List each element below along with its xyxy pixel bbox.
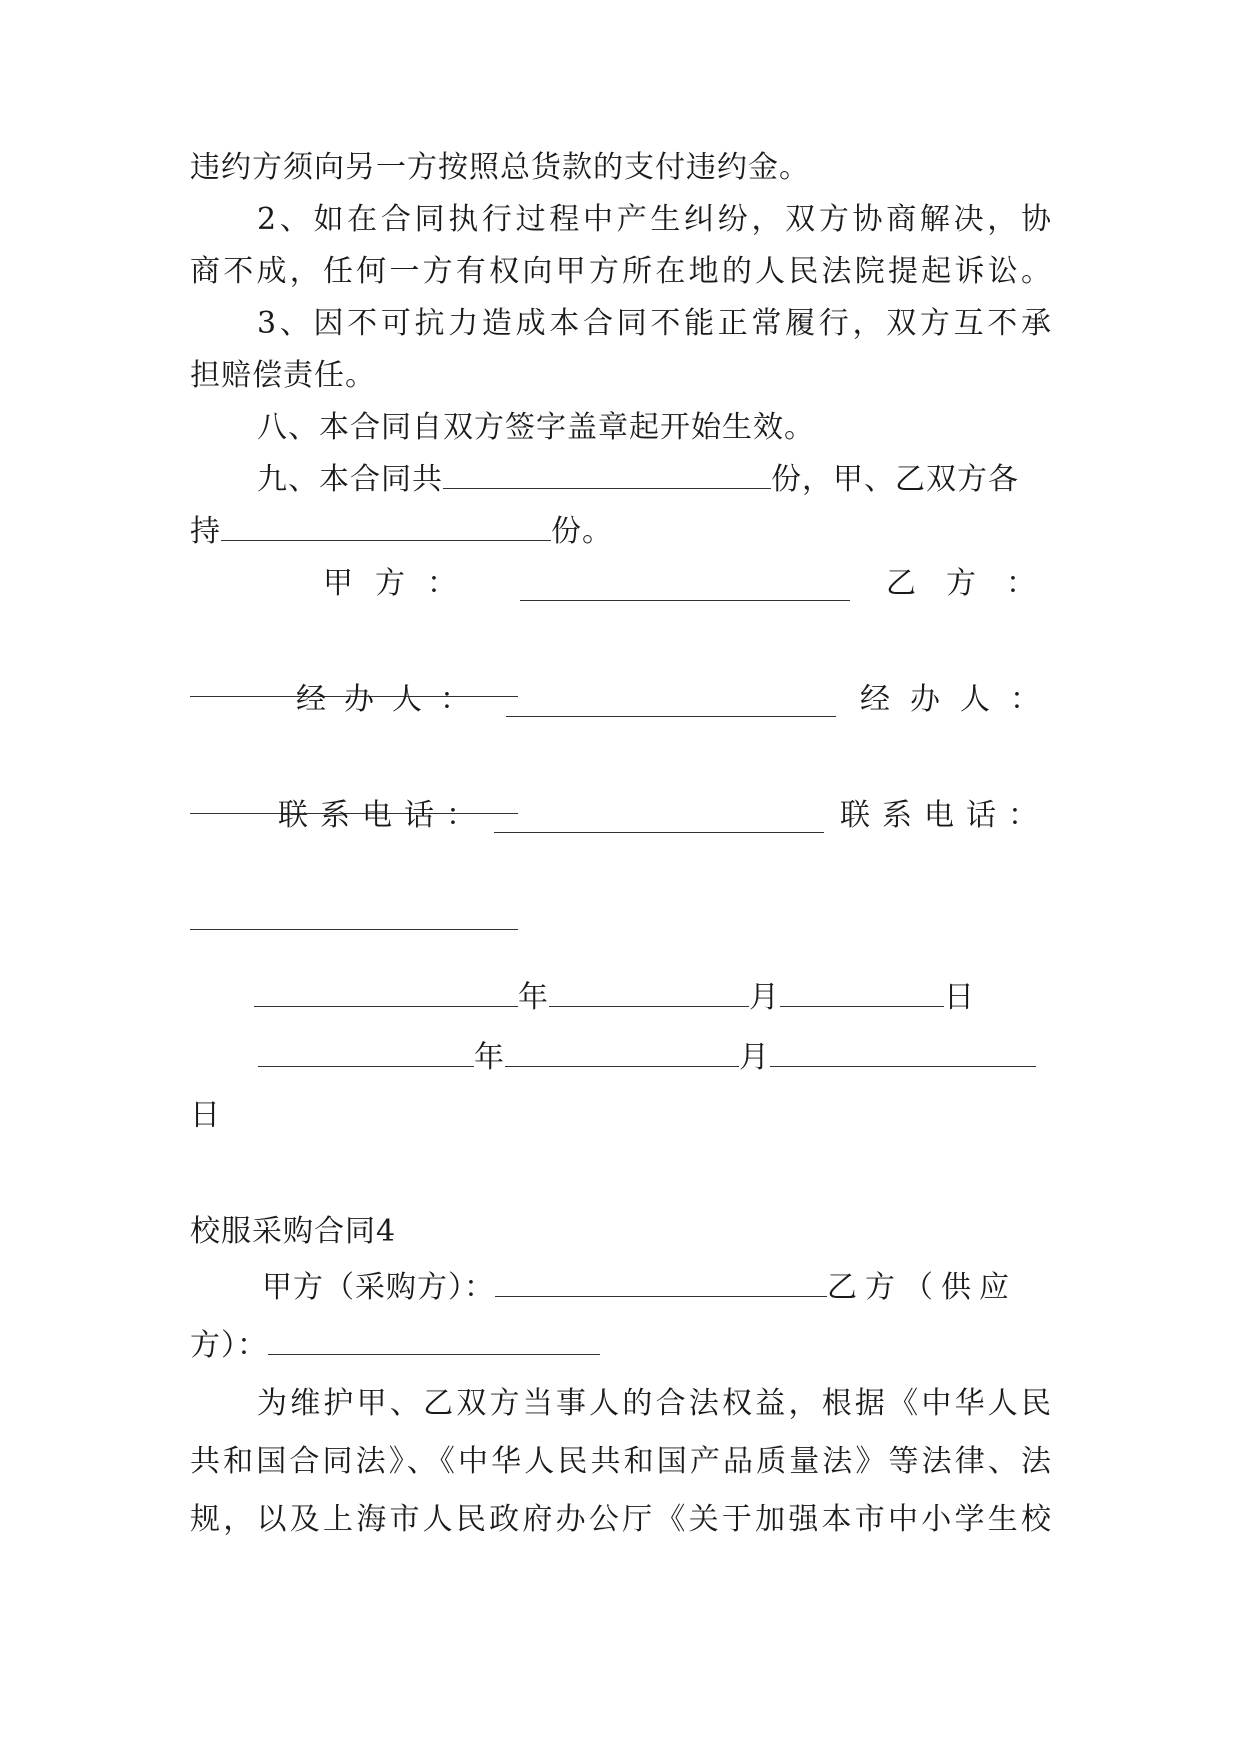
text-line: 违约方须向另一方按照总货款的支付违约金。 [190,150,810,185]
date-line-b [258,1038,1036,1078]
year-blank[interactable] [254,980,518,1007]
phone-a-blank[interactable] [494,806,824,833]
month-blank[interactable] [505,1040,739,1067]
agent-a-label: 经办人： [296,682,488,717]
phone-a-label: 联系电话： [278,798,488,833]
month-label: 月 [749,980,780,1015]
party-b-label: 乙方： [886,566,1066,601]
day-blank[interactable] [770,1040,1036,1067]
agent-a-blank[interactable] [506,690,836,717]
buyer-label: 甲方（采购方）： [262,1270,495,1305]
party-a-label: 甲方： [323,566,479,601]
hold-suffix: 份。 [551,514,613,549]
year-label: 年 [474,1040,505,1075]
copies-each-line [190,512,613,552]
section-title: 校服采购合同4 [190,1214,397,1249]
copies-blank[interactable] [443,462,771,489]
text-line: 3、因不可抗力造成本合同不能正常履行，双方互不承 [257,306,1052,341]
text-line: 八、本合同自双方签字盖章起开始生效。 [257,410,815,445]
copies-each-blank[interactable] [221,514,551,541]
supplier-label: 乙方（供应 [827,1270,1017,1305]
buyer-blank[interactable] [495,1270,827,1297]
text-line: 担赔偿责任。 [190,358,376,393]
month-blank[interactable] [549,980,749,1007]
day-blank[interactable] [780,980,944,1007]
hold-label: 持 [190,514,221,549]
supplier-line [190,1326,600,1366]
year-blank[interactable] [258,1040,474,1067]
text-line: 商不成，任何一方有权向甲方所在地的人民法院提起诉讼。 [190,254,1052,289]
year-label: 年 [518,980,549,1015]
agent-b-label: 经办人： [860,682,1060,717]
text-line: 为维护甲、乙双方当事人的合法权益，根据《中华人民 [257,1386,1052,1421]
phone-b-blank[interactable] [190,929,518,930]
month-label: 月 [739,1040,770,1075]
copies-suffix: 份，甲、乙双方各 [771,462,1019,497]
date-line-a [254,978,975,1018]
day-label: 日 [944,980,975,1015]
copies-label: 九、本合同共 [257,462,443,497]
buyer-line [262,1268,1017,1308]
text-line: 2、如在合同执行过程中产生纠纷，双方协商解决，协 [257,202,1052,237]
phone-b-label: 联系电话： [840,798,1050,833]
supplier-label-cont: 方）： [190,1328,268,1363]
text-line: 规，以及上海市人民政府办公厅《关于加强本市中小学生校 [190,1502,1052,1537]
copies-line [257,460,1019,500]
text-line: 共和国合同法》、《中华人民共和国产品质量法》等法律、法 [190,1444,1052,1479]
day-label: 日 [190,1098,221,1133]
party-a-blank[interactable] [520,574,850,601]
supplier-blank[interactable] [268,1328,600,1355]
